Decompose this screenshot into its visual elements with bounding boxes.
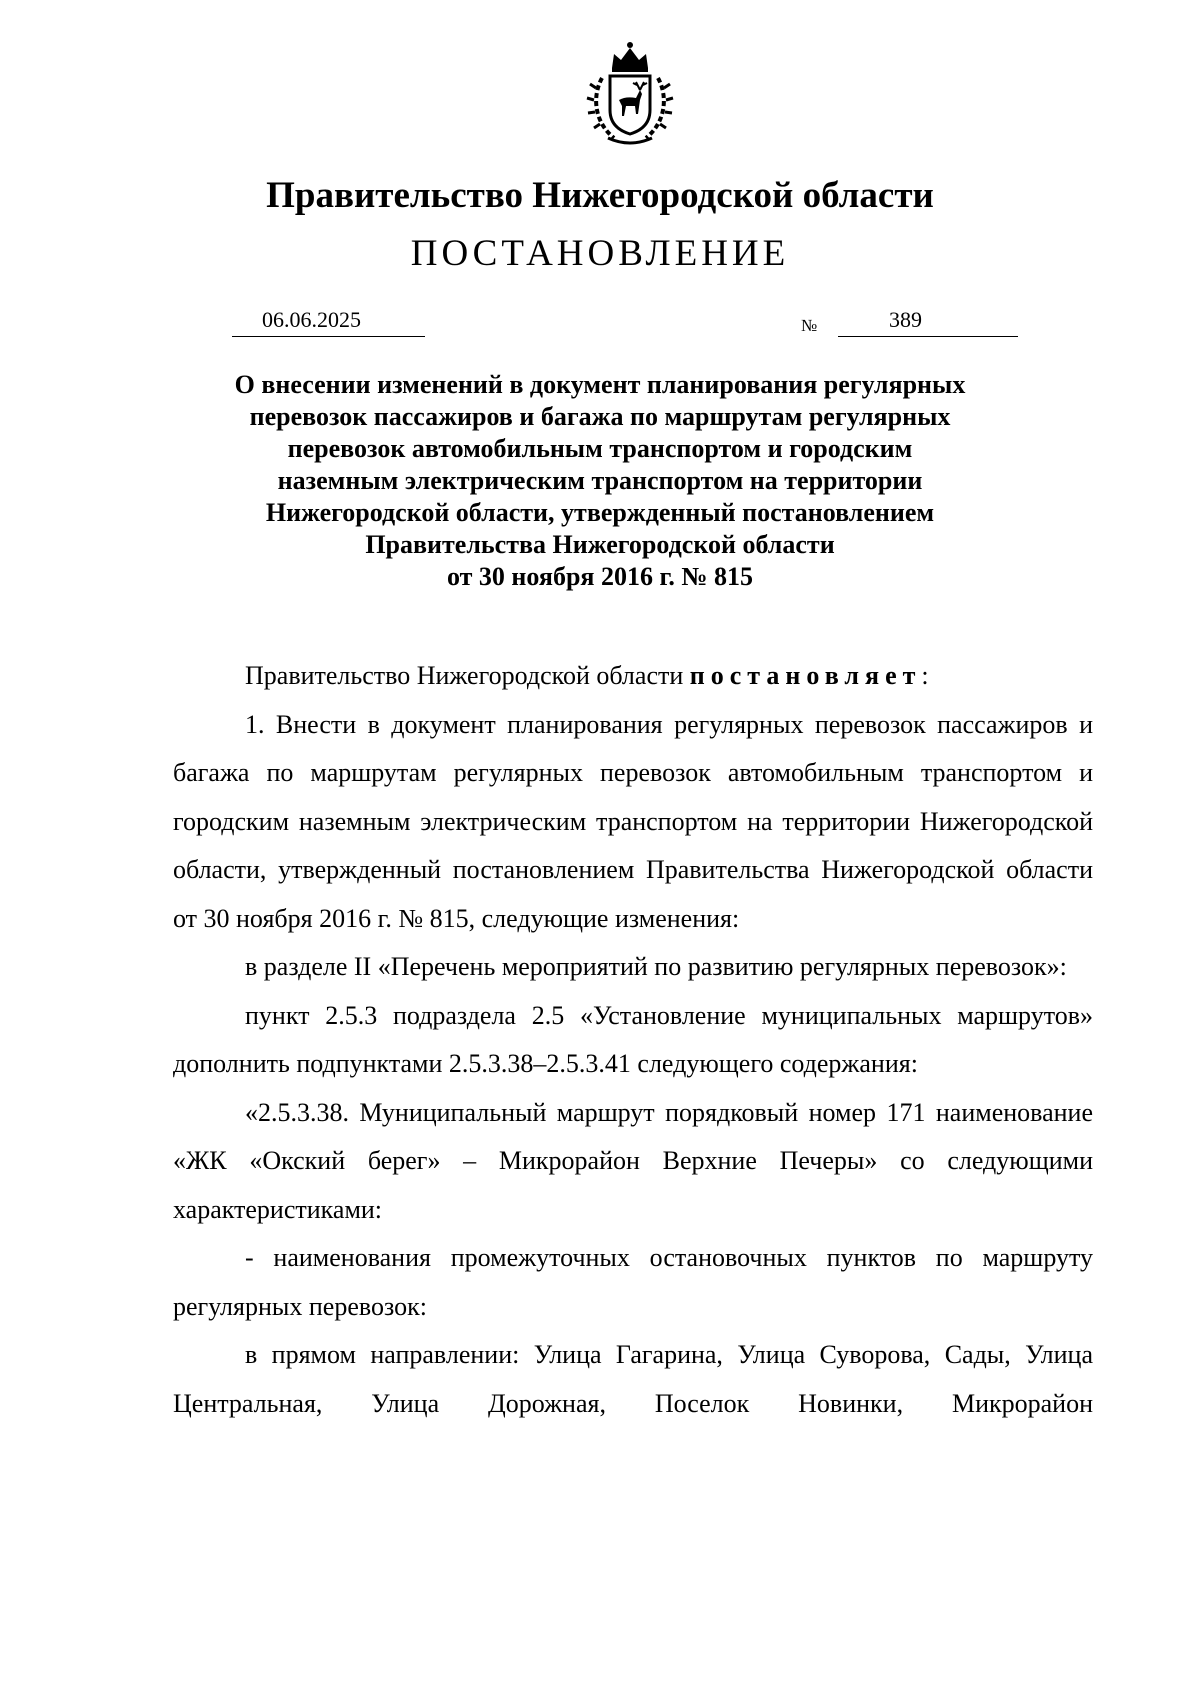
paragraph-5: - наименования промежуточных остановочных пунктов по маршруту регулярных перевозок: — [173, 1243, 1093, 1321]
intro-text: Правительство Нижегородской области — [245, 661, 690, 690]
number-sign: № — [801, 316, 818, 335]
coat-of-arms-emblem — [574, 38, 686, 150]
document-number: 389 — [889, 307, 922, 332]
paragraph-6: в прямом направлении: Улица Гагарина, Улица Суворова, Сады, Улица Центральная, Улица Дорожная, Поселок Новинки, Микрорайон — [173, 1340, 1093, 1418]
paragraph-2: в разделе II «Перечень мероприятий по развитию регулярных перевозок»: — [245, 952, 1067, 981]
subject-line: Нижегородской области, утвержденный постановлением — [265, 498, 935, 527]
government-title: Правительство Нижегородской области — [266, 175, 934, 216]
subject-line: перевозок автомобильным транспортом и городским — [287, 434, 913, 463]
subject-line: перевозок пассажиров и багажа по маршрутам регулярных — [249, 402, 951, 431]
intro-colon: : — [921, 661, 929, 690]
paragraph-3: пункт 2.5.3 подраздела 2.5 «Установление муниципальных маршрутов» дополнить подпунктами 2.5.3.38–2.5.3.41 следующего содержания: — [173, 1000, 1093, 1078]
date-field — [232, 308, 425, 337]
document-body — [173, 652, 1093, 1428]
subject-line: О внесении изменений в документ планирования регулярных — [234, 370, 966, 399]
number-field — [838, 308, 1018, 337]
subject-line: наземным электрическим транспортом на территории — [277, 466, 923, 495]
intro-paragraph — [173, 652, 1093, 701]
resolves-word: постановляет — [689, 661, 922, 690]
paragraph-4: «2.5.3.38. Муниципальный маршрут порядковый номер 171 наименование «ЖК «Окский берег» – Микрорайон Верхние Печеры» со следующими характеристиками: — [173, 1097, 1093, 1224]
paragraph-1: 1. Внести в документ планирования регулярных перевозок пассажиров и багажа по маршрутам регулярных перевозок автомобильным транспортом и городским наземным электрическим транспортом на территории Нижегородской области, утвержденный постановлением Правительства Нижегородской области от 30 ноября 2016 г. № 815, следующие изменения: — [173, 709, 1093, 933]
document-type: ПОСТАНОВЛЕНИЕ — [410, 233, 790, 274]
subject-line: Правительства Нижегородской области — [365, 530, 835, 559]
document-subject — [180, 369, 1020, 593]
document-date: 06.06.2025 — [262, 307, 361, 332]
subject-line: от 30 ноября 2016 г. № 815 — [446, 562, 753, 591]
